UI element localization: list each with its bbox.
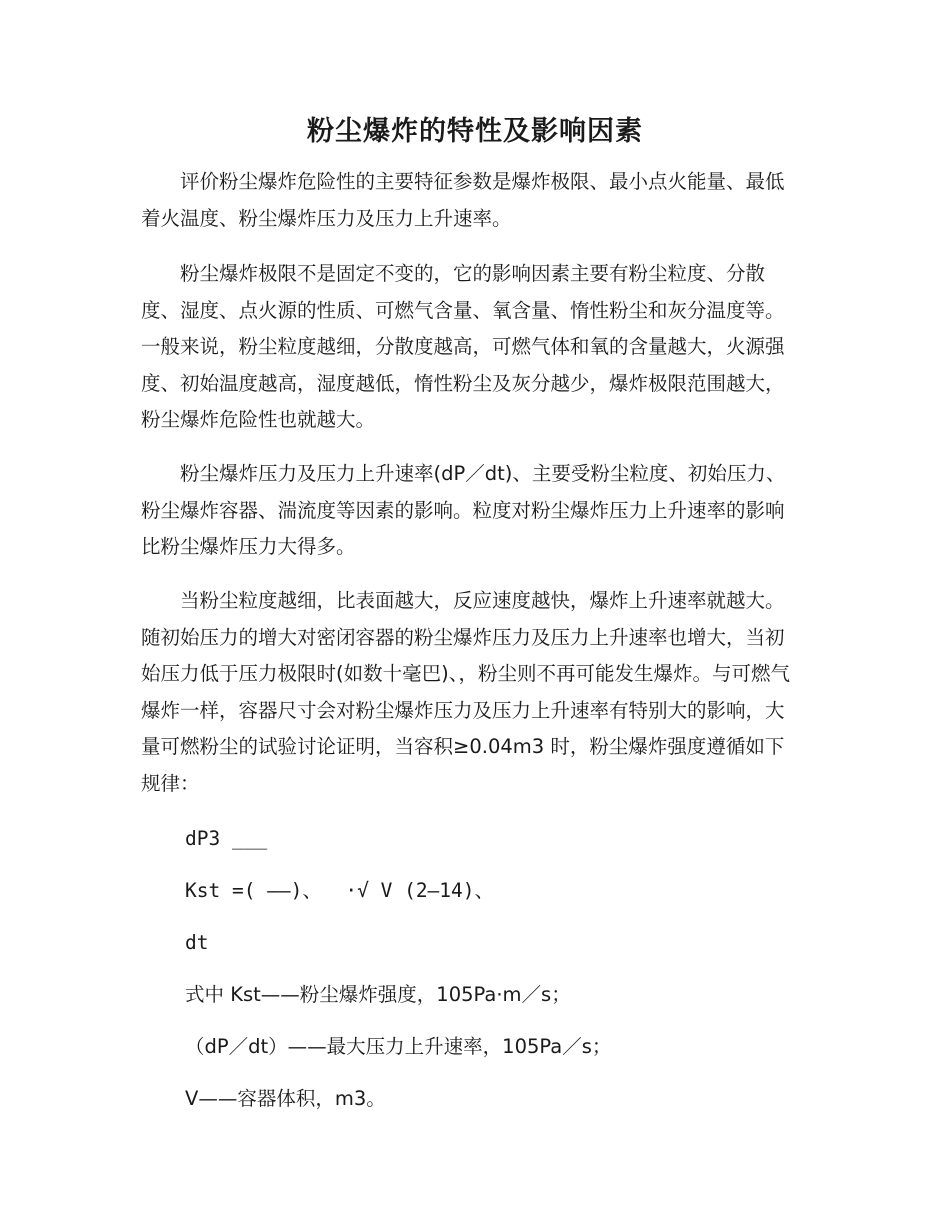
paragraph-3: 粉尘爆炸压力及压力上升速率(dP／dt)、主要受粉尘粒度、初始压力、粉尘爆炸容器、湍流度等因素的影响。粒度对粉尘爆炸压力上升速率的影响比粉尘爆炸压力大得多。 (141, 462, 786, 558)
definition-kst: 式中 Kst——粉尘爆炸强度，105Pa·m／s； (185, 983, 571, 1006)
definition-dpdt: （dP／dt）——最大压力上升速率，105Pa／s； (185, 1035, 612, 1058)
paragraph-2: 粉尘爆炸极限不是固定不变的，它的影响因素主要有粉尘粒度、分散度、湿度、点火源的性质、可燃气含量、氧含量、惰性粉尘和灰分温度等。一般来说，粉尘粒度越细，分散度越高，可燃气体和氧的含量越大，火源强度、初始温度越高，湿度越低，惰性粉尘及灰分越少，爆炸极限范围越大，粉尘爆炸危险性也就越大。 (141, 262, 785, 431)
definition-volume: V——容器体积，m3。 (185, 1087, 386, 1110)
formula-line-3: dt (185, 931, 209, 954)
document-title: 粉尘爆炸的特性及影响因素 (307, 116, 643, 147)
paragraph-4: 当粉尘粒度越细，比表面越大，反应速度越快，爆炸上升速率就越大。随初始压力的增大对密闭容器的粉尘爆炸压力及压力上升速率也增大，当初始压力低于压力极限时(如数十毫巴)、，粉尘则不再可能发生爆炸。与可燃气爆炸一样，容器尺寸会对粉尘爆炸压力及压力上升速率有特别大的影响，大量可燃粉尘的试验讨论证明，当容积≥0.04m3 时，粉尘爆炸强度遵循如下规律： (141, 589, 790, 795)
paragraph-1: 评价粉尘爆炸危险性的主要特征参数是爆炸极限、最小点火能量、最低着火温度、粉尘爆炸压力及压力上升速率。 (141, 170, 785, 230)
formula-line-1: dP3 ___ (185, 827, 268, 850)
formula-line-2: Kst =( ——)、 ·√ V (2—14)、 (185, 879, 495, 902)
